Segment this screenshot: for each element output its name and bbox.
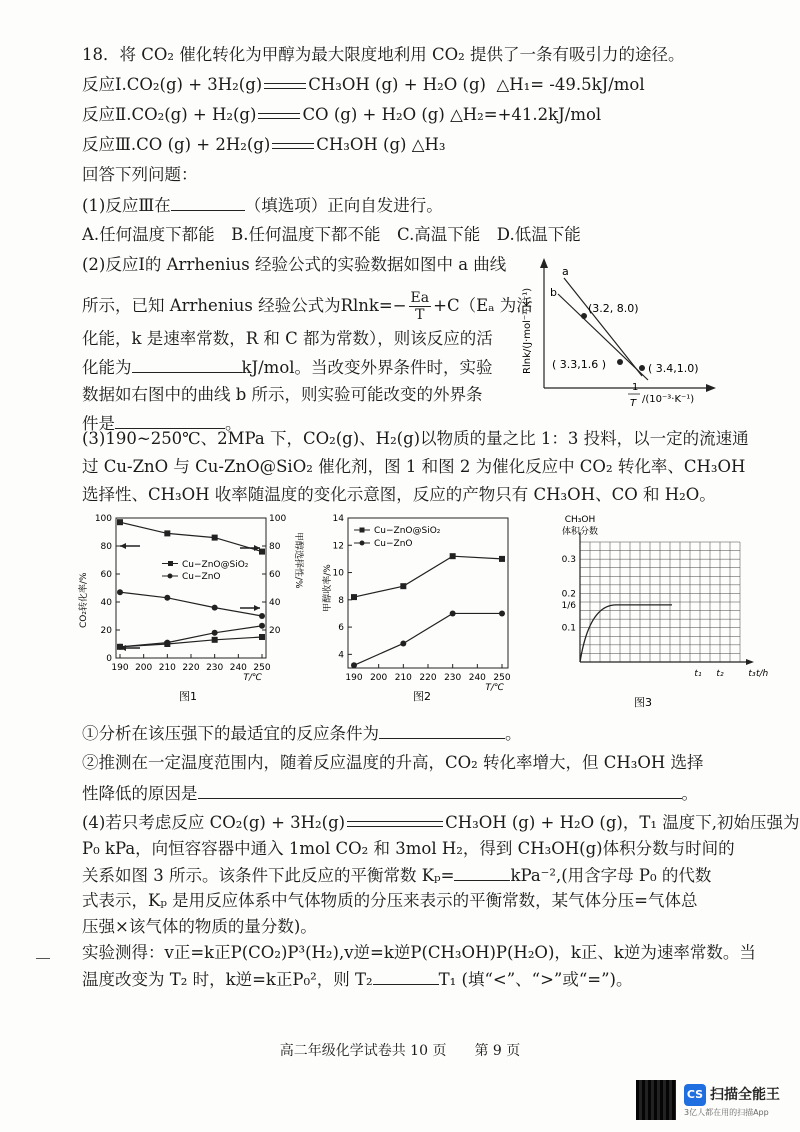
y-tick-label: 0.2 [561, 589, 576, 600]
y-tick-label: 60 [100, 570, 112, 580]
data-point [450, 610, 456, 616]
data-point [499, 610, 505, 616]
q1: (1)反应Ⅲ在 （填选项）正向自发进行。 [82, 196, 443, 215]
data-point [164, 530, 170, 536]
y-tick-label: 0.1 [561, 623, 576, 634]
q2-line6: 件是 。 [82, 414, 242, 433]
data-point [450, 553, 456, 559]
y-tick-label-right: 40 [269, 598, 281, 608]
legend-label: Cu−ZnO@SiO₂ [374, 526, 441, 536]
data-point [351, 662, 357, 668]
y-axis-label: 甲醇收率/% [323, 564, 333, 612]
x-axis-label: T/℃ [243, 673, 262, 683]
data-point [117, 519, 123, 525]
arrow-head-icon [254, 605, 260, 611]
y-tick-label: 12 [332, 541, 344, 552]
q4-line1: (4)若只考虑反应 CO₂(g) + 3H₂(g) CH₃OH (g) + H₂O (g)，T₁ 温度下,初始压强为 [82, 813, 800, 832]
data-point [400, 583, 406, 589]
series-line-2 [120, 626, 262, 647]
point-3.3-1.6 [617, 359, 623, 365]
reaction-3: 反应Ⅲ.CO (g) + 2H₂(g) CH₃OH (g) △H₃ [82, 135, 446, 154]
data-point [351, 594, 357, 600]
y-axis-label-line1: CH₃OH [564, 515, 596, 525]
x-tick-label: 250 [493, 673, 511, 683]
data-point [212, 535, 218, 541]
x-tick-label: 250 [253, 663, 271, 673]
x-axis-label: T/℃ [485, 683, 504, 693]
point-3.4-1.0 [639, 365, 645, 371]
page-footer: 高二年级化学试卷共 10 页 第 9 页 [279, 1043, 521, 1059]
q2-line3: 化能，k 是速率常数，R 和 C 都为常数），则该反应的活 [82, 329, 493, 348]
data-point [117, 589, 123, 595]
x-tick-label: 200 [135, 663, 153, 673]
data-point [212, 630, 218, 636]
y-tick-label: 8 [338, 595, 344, 606]
data-point [259, 634, 265, 640]
data-point [164, 641, 170, 647]
equilibrium-arrow-icon [347, 819, 443, 829]
y-tick-label: 100 [94, 514, 112, 524]
camscanner-logo-icon: CS [684, 1084, 706, 1106]
answer-blank[interactable] [115, 412, 225, 429]
legend-marker-circle [360, 541, 365, 546]
y-tick-label-right: 80 [269, 542, 281, 552]
x-axis-label: t/h [756, 669, 769, 679]
q4-line6: 实验测得：v正=k正P(CO₂)P³(H₂),v逆=k逆P(CH₃OH)P(H₂O)，k正、k逆为速率常数。当 [82, 943, 756, 962]
x-tick-label: 210 [158, 663, 176, 673]
data-point [259, 613, 265, 619]
point-3.2-8.0 [581, 313, 587, 319]
q4-line7: 温度改变为 T₂ 时，k逆=k正P₀²，则 T₂ T₁ (填“<”、“>”或“=”)。 [82, 970, 633, 989]
answer-blank[interactable] [132, 356, 242, 373]
q3-line2: 过 Cu-ZnO 与 Cu-ZnO@SiO₂ 催化剂，图 1 和图 2 为催化反应中 CO₂ 转化率、CH₃OH [82, 457, 746, 476]
figure-3 [528, 514, 769, 714]
x-tick-label: 200 [370, 673, 388, 683]
data-point [499, 556, 505, 562]
answer-blank[interactable] [171, 194, 245, 211]
xlabel-den: T [630, 398, 637, 409]
xlabel-unit: /(10⁻³·K⁻¹) [642, 394, 695, 405]
data-point [259, 623, 265, 629]
equilibrium-arrow-icon [258, 111, 300, 121]
x-tick-label: 190 [111, 663, 129, 673]
q3-line1: (3)190~250℃、2MPa 下，CO₂(g)、H₂(g)以物质的量之比 1：3 投料，以一定的流速通 [82, 429, 749, 448]
equilibrium-arrow-icon [272, 141, 314, 151]
y-axis-label-right: 甲醇选择性/% [293, 532, 303, 589]
arrhenius-figure [516, 258, 722, 418]
equilibrium-arrow-icon [264, 81, 306, 91]
scanner-watermark [636, 1080, 786, 1120]
q1-options: A.任何温度下都能 B.任何温度下都不能 C.高温下能 D.低温下能 [82, 225, 581, 244]
q4-line4: 式表示，Kₚ 是用反应体系中气体物质的分压来表示的平衡常数，某气体分压=气体总 [82, 891, 698, 910]
legend-label: Cu−ZnO@SiO₂ [182, 560, 249, 570]
legend-label: Cu−ZnO [374, 539, 413, 549]
series-line-3 [120, 637, 262, 647]
q2-line2: 所示，已知 Arrhenius 经验公式为Rlnk=− $\frac{Ea}{T}$ +C（Eₐ 为活 [82, 290, 533, 323]
q3-line3: 选择性、CH₃OH 收率随温度的变化示意图，反应的产物只有 CH₃OH、CO 和 H₂O。 [82, 485, 716, 504]
curve-a-label: a [562, 265, 569, 278]
figure-caption: 图2 [413, 690, 431, 703]
x-tick-label: 220 [182, 663, 200, 673]
arrow-head-icon [120, 543, 126, 549]
answer-blank[interactable] [454, 864, 510, 881]
y-tick-label: 20 [100, 626, 112, 636]
q4-line2: P₀ kPa，向恒容容器中通入 1mol CO₂ 和 3mol H₂，得到 CH₃OH(g)体积分数与时间的 [82, 839, 735, 858]
series-line-1 [120, 592, 262, 616]
y-tick-label-right: 100 [269, 514, 287, 524]
plot-frame [116, 518, 266, 658]
x-tick-label: t₁ [694, 669, 702, 679]
x-tick-label: 220 [419, 673, 437, 683]
curve-b-label: b [550, 286, 557, 299]
xlabel-num: 1 [632, 382, 639, 393]
arrhenius-ylabel: Rlnk/(J·mol⁻¹·K⁻¹) [522, 287, 533, 374]
reaction-2: 反应Ⅱ.CO₂(g) + H₂(g) CO (g) + H₂O (g) △H₂=+41.2kJ/mol [82, 105, 602, 124]
scan-mark [36, 958, 50, 959]
data-point [400, 640, 406, 646]
x-tick-label: 240 [468, 673, 486, 683]
y-tick-label: 4 [338, 650, 344, 661]
x-axis-arrow-icon [706, 384, 716, 392]
x-tick-label: 230 [206, 663, 224, 673]
q2-line1: (2)反应Ⅰ的 Arrhenius 经验公式的实验数据如图中 a 曲线 [82, 255, 507, 274]
y-axis-label: CO₂转化率/% [79, 572, 89, 628]
x-tick-label: t₂ [716, 669, 724, 679]
sub2-line2: 性降低的原因是 。 [82, 784, 698, 803]
figure-caption: 图3 [634, 696, 652, 709]
x-tick-label: 190 [345, 673, 363, 683]
series-line-1 [354, 613, 502, 665]
arrhenius-fraction: $\frac{Ea}{T}$ [410, 290, 430, 323]
y-tick-label: 0 [106, 654, 112, 664]
y-tick-label: 14 [332, 514, 344, 524]
y-tick-label: 10 [332, 568, 344, 579]
series-line-0 [354, 556, 502, 597]
y-tick-label: 6 [338, 623, 344, 634]
answer-blank[interactable] [198, 782, 682, 799]
x-tick-label: 240 [229, 663, 247, 673]
y-axis-arrow-icon [540, 258, 548, 268]
figure-2 [318, 508, 518, 708]
data-point [212, 605, 218, 611]
y-tick-label: 0.3 [561, 555, 576, 566]
x-axis-arrow-icon [746, 659, 754, 665]
data-point [259, 549, 265, 555]
legend-marker-square [360, 528, 365, 533]
scanner-name: 扫描全能王 [710, 1087, 780, 1103]
sub2-line1: ②推测在一定温度范围内，随着反应温度的升高，CO₂ 转化率增大，但 CH₃OH 选择 [82, 753, 704, 772]
point-label-2: ( 3.3,1.6 ) [552, 358, 607, 371]
y-tick-label: 80 [100, 542, 112, 552]
scanner-tagline: 3亿人都在用的扫描App [684, 1108, 769, 1117]
q2-line5: 数据如右图中的曲线 b 所示，则实验可能改变的外界条 [82, 385, 483, 404]
answer-blank[interactable] [379, 722, 505, 739]
figure-caption: 图1 [179, 690, 197, 703]
prompt: 回答下列问题： [82, 165, 198, 184]
sub1: ①分析在该压强下的最适宜的反应条件为 。 [82, 724, 522, 743]
reaction-1: 反应Ⅰ.CO₂(g) + 3H₂(g) CH₃OH (g) + H₂O (g) △H₁= -49.5kJ/mol [82, 75, 645, 94]
data-point [164, 595, 170, 601]
y-axis-label-line2: 体积分数 [561, 527, 599, 537]
qr-code-icon [636, 1080, 676, 1120]
q4-line3: 关系如图 3 所示。该条件下此反应的平衡常数 Kₚ= kPa⁻²,(用含字母 P₀ 的代数 [82, 866, 712, 885]
point-label-3: ( 3.4,1.0) [648, 362, 699, 375]
y-tick-label: 40 [100, 598, 112, 608]
question-intro: 18．将 CO₂ 催化转化为甲醇为最大限度地利用 CO₂ 提供了一条有吸引力的途径。 [82, 45, 685, 64]
figure-1 [70, 508, 310, 708]
q2-line4: 化能为 kJ/mol。当改变外界条件时，实验 [82, 358, 493, 377]
point-label-1: (3.2, 8.0) [588, 302, 639, 315]
series-line-0 [120, 522, 262, 551]
legend-label: Cu−ZnO [182, 572, 221, 582]
answer-blank[interactable] [373, 968, 439, 985]
y-tick-label-right: 60 [269, 570, 281, 580]
y-tick-label-right: 20 [269, 626, 281, 636]
q4-line5: 压强×该气体的物质的量分数)。 [82, 917, 317, 936]
y-tick-label: 1/6 [561, 600, 576, 611]
x-tick-label: t₃ [748, 669, 756, 679]
x-tick-label: 230 [444, 673, 462, 683]
data-point [212, 637, 218, 643]
x-tick-label: 210 [394, 673, 412, 683]
